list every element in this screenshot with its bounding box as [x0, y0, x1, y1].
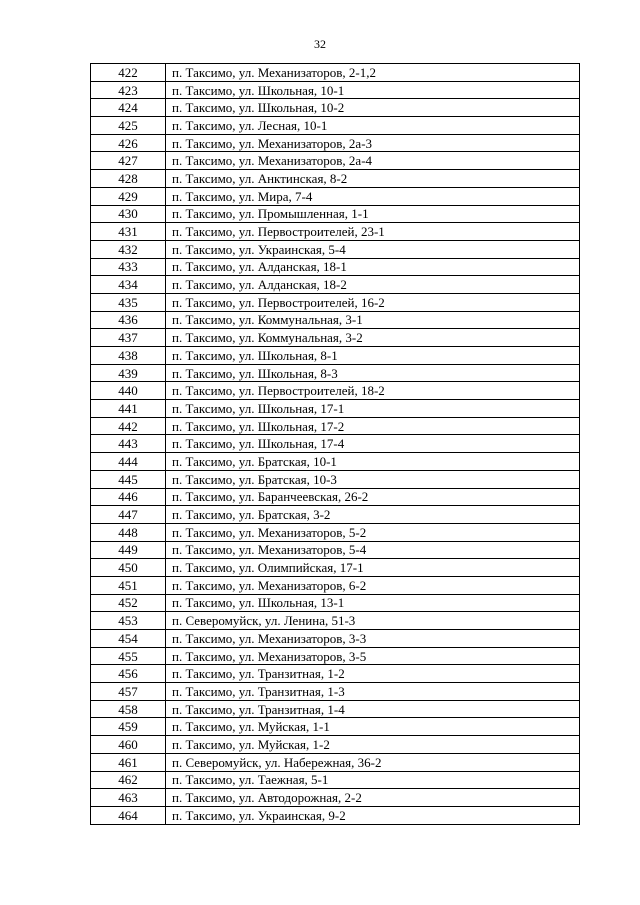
row-number: 439: [91, 364, 166, 382]
row-number: 447: [91, 506, 166, 524]
row-address: п. Таксимо, ул. Алданская, 18-2: [166, 276, 580, 294]
table-row: [91, 736, 580, 754]
table-row: [91, 700, 580, 718]
table-row: [91, 541, 580, 559]
row-address: п. Северомуйск, ул. Ленина, 51-3: [166, 612, 580, 630]
table-row: [91, 453, 580, 471]
row-address: п. Таксимо, ул. Мира, 7-4: [166, 187, 580, 205]
row-number: 428: [91, 170, 166, 188]
table-row: [91, 594, 580, 612]
row-number: 457: [91, 683, 166, 701]
table-row: [91, 771, 580, 789]
row-number: 433: [91, 258, 166, 276]
row-address: п. Таксимо, ул. Механизаторов, 3-3: [166, 630, 580, 648]
table-row: [91, 293, 580, 311]
table-row: [91, 64, 580, 82]
table-row: [91, 718, 580, 736]
row-address: п. Таксимо, ул. Олимпийская, 17-1: [166, 559, 580, 577]
row-number: 423: [91, 81, 166, 99]
table-row: [91, 576, 580, 594]
row-address: п. Таксимо, ул. Механизаторов, 2а-4: [166, 152, 580, 170]
table-row: [91, 417, 580, 435]
table-row: [91, 523, 580, 541]
row-number: 435: [91, 293, 166, 311]
row-address: п. Таксимо, ул. Механизаторов, 5-2: [166, 523, 580, 541]
table-row: [91, 117, 580, 135]
row-address: п. Таксимо, ул. Братская, 3-2: [166, 506, 580, 524]
page-number: 32: [314, 37, 326, 51]
table-row: [91, 647, 580, 665]
row-number: 458: [91, 700, 166, 718]
row-number: 456: [91, 665, 166, 683]
row-address: п. Таксимо, ул. Братская, 10-1: [166, 453, 580, 471]
row-number: 448: [91, 523, 166, 541]
table-row: [91, 435, 580, 453]
row-address: п. Таксимо, ул. Школьная, 10-1: [166, 81, 580, 99]
row-address: п. Таксимо, ул. Первостроителей, 16-2: [166, 293, 580, 311]
table-row: [91, 99, 580, 117]
row-number: 427: [91, 152, 166, 170]
row-number: 429: [91, 187, 166, 205]
row-number: 449: [91, 541, 166, 559]
row-number: 432: [91, 240, 166, 258]
row-number: 430: [91, 205, 166, 223]
table-row: [91, 612, 580, 630]
row-number: 444: [91, 453, 166, 471]
row-address: п. Таксимо, ул. Лесная, 10-1: [166, 117, 580, 135]
row-address: п. Таксимо, ул. Механизаторов, 5-4: [166, 541, 580, 559]
table-row: [91, 488, 580, 506]
table-row: [91, 329, 580, 347]
row-address: п. Таксимо, ул. Школьная, 17-4: [166, 435, 580, 453]
table-row: [91, 223, 580, 241]
row-address: п. Таксимо, ул. Первостроителей, 23-1: [166, 223, 580, 241]
row-address: п. Таксимо, ул. Механизаторов, 3-5: [166, 647, 580, 665]
table-row: [91, 205, 580, 223]
row-address: п. Таксимо, ул. Муйская, 1-2: [166, 736, 580, 754]
table-row: [91, 152, 580, 170]
table-row: [91, 364, 580, 382]
row-number: 424: [91, 99, 166, 117]
table-row: [91, 258, 580, 276]
table-row: [91, 347, 580, 365]
row-address: п. Таксимо, ул. Школьная, 17-1: [166, 400, 580, 418]
row-number: 434: [91, 276, 166, 294]
table-row: [91, 470, 580, 488]
row-address: п. Таксимо, ул. Коммунальная, 3-2: [166, 329, 580, 347]
row-number: 436: [91, 311, 166, 329]
row-number: 460: [91, 736, 166, 754]
row-number: 422: [91, 64, 166, 82]
row-address: п. Таксимо, ул. Школьная, 17-2: [166, 417, 580, 435]
table-row: [91, 134, 580, 152]
row-address: п. Таксимо, ул. Украинская, 5-4: [166, 240, 580, 258]
row-number: 440: [91, 382, 166, 400]
table-row: [91, 311, 580, 329]
row-number: 464: [91, 806, 166, 824]
row-number: 446: [91, 488, 166, 506]
table-row: [91, 400, 580, 418]
row-address: п. Таксимо, ул. Таежная, 5-1: [166, 771, 580, 789]
row-address: п. Таксимо, ул. Алданская, 18-1: [166, 258, 580, 276]
row-number: 431: [91, 223, 166, 241]
row-address: п. Таксимо, ул. Украинская, 9-2: [166, 806, 580, 824]
table-row: [91, 240, 580, 258]
table-row: [91, 559, 580, 577]
row-number: 462: [91, 771, 166, 789]
row-number: 451: [91, 576, 166, 594]
row-number: 443: [91, 435, 166, 453]
row-address: п. Таксимо, ул. Автодорожная, 2-2: [166, 789, 580, 807]
row-address: п. Таксимо, ул. Братская, 10-3: [166, 470, 580, 488]
row-number: 425: [91, 117, 166, 135]
row-number: 455: [91, 647, 166, 665]
row-number: 437: [91, 329, 166, 347]
row-address: п. Таксимо, ул. Коммунальная, 3-1: [166, 311, 580, 329]
row-address: п. Таксимо, ул. Школьная, 8-1: [166, 347, 580, 365]
row-address: п. Таксимо, ул. Первостроителей, 18-2: [166, 382, 580, 400]
row-number: 463: [91, 789, 166, 807]
row-address: п. Таксимо, ул. Анктинская, 8-2: [166, 170, 580, 188]
row-address: п. Таксимо, ул. Механизаторов, 2-1,2: [166, 64, 580, 82]
row-number: 452: [91, 594, 166, 612]
table-row: [91, 276, 580, 294]
row-number: 453: [91, 612, 166, 630]
row-address: п. Таксимо, ул. Транзитная, 1-2: [166, 665, 580, 683]
table-row: [91, 665, 580, 683]
row-address: п. Таксимо, ул. Механизаторов, 6-2: [166, 576, 580, 594]
table-row: [91, 683, 580, 701]
table-row: [91, 170, 580, 188]
row-number: 426: [91, 134, 166, 152]
row-number: 441: [91, 400, 166, 418]
row-address: п. Таксимо, ул. Школьная, 8-3: [166, 364, 580, 382]
table-row: [91, 789, 580, 807]
row-number: 445: [91, 470, 166, 488]
row-address: п. Северомуйск, ул. Набережная, 36-2: [166, 753, 580, 771]
address-table: [90, 63, 580, 825]
row-address: п. Таксимо, ул. Транзитная, 1-4: [166, 700, 580, 718]
row-number: 459: [91, 718, 166, 736]
row-address: п. Таксимо, ул. Школьная, 13-1: [166, 594, 580, 612]
row-number: 461: [91, 753, 166, 771]
row-address: п. Таксимо, ул. Муйская, 1-1: [166, 718, 580, 736]
row-number: 442: [91, 417, 166, 435]
table-row: [91, 753, 580, 771]
row-address: п. Таксимо, ул. Механизаторов, 2а-3: [166, 134, 580, 152]
row-address: п. Таксимо, ул. Баранчеевская, 26-2: [166, 488, 580, 506]
table-row: [91, 806, 580, 824]
table-row: [91, 506, 580, 524]
row-number: 438: [91, 347, 166, 365]
address-table-body: [91, 64, 580, 825]
row-number: 450: [91, 559, 166, 577]
table-row: [91, 382, 580, 400]
row-number: 454: [91, 630, 166, 648]
row-address: п. Таксимо, ул. Школьная, 10-2: [166, 99, 580, 117]
row-address: п. Таксимо, ул. Транзитная, 1-3: [166, 683, 580, 701]
table-row: [91, 81, 580, 99]
row-address: п. Таксимо, ул. Промышленная, 1-1: [166, 205, 580, 223]
table-row: [91, 187, 580, 205]
table-row: [91, 630, 580, 648]
